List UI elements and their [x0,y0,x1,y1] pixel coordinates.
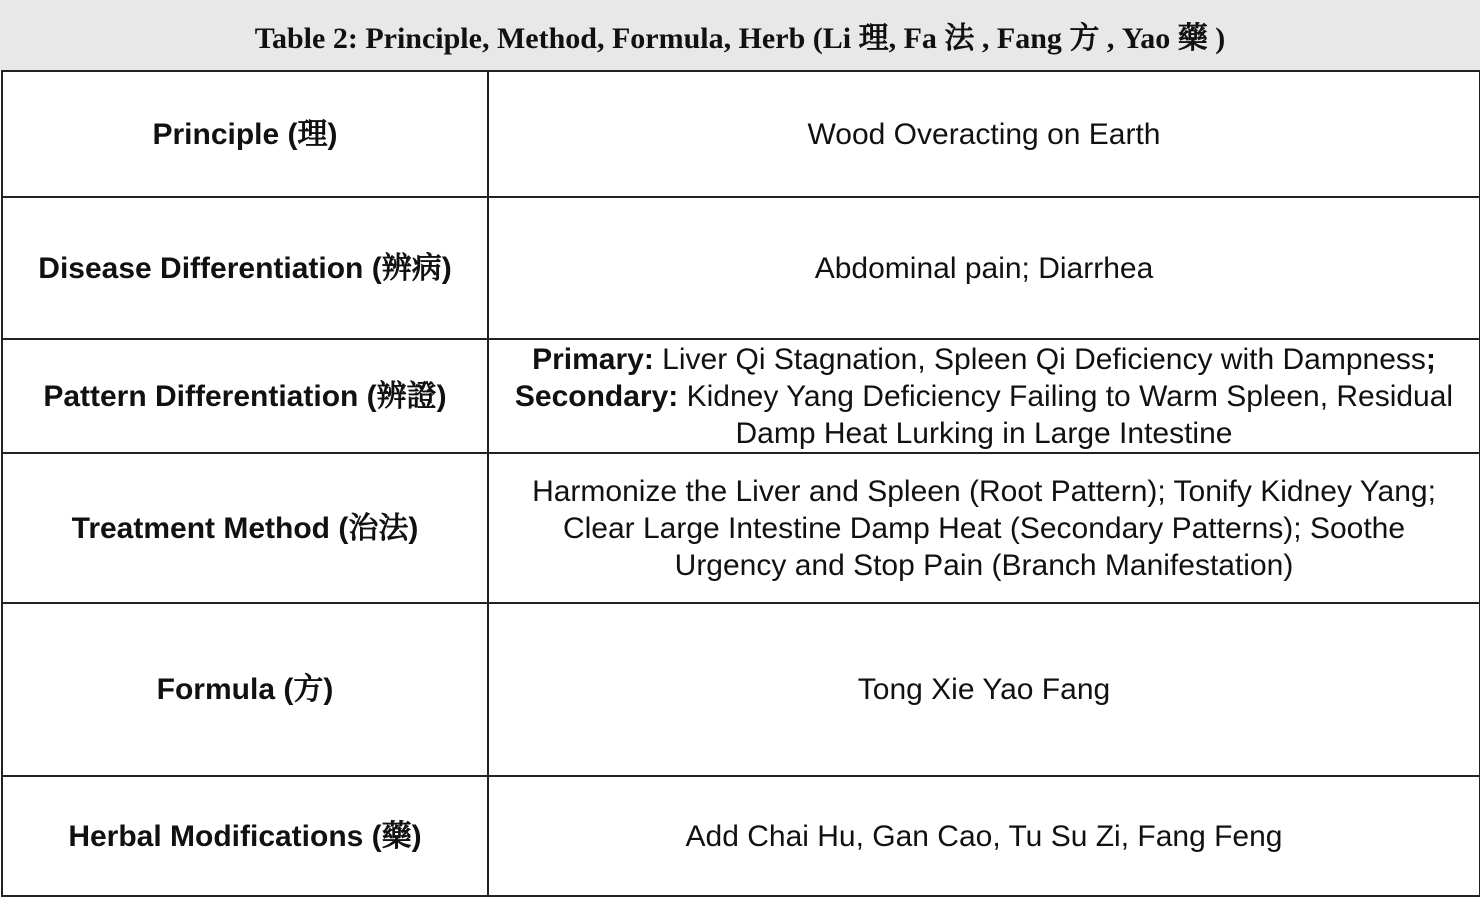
table-row-disease-differentiation [2,197,1480,339]
table-row-pattern-differentiation [2,339,1480,453]
row-label-treatment-method: Treatment Method (治法) [2,453,488,603]
row-label-disease-differentiation: Disease Differentiation (辨病) [2,197,488,339]
row-label-formula: Formula (方) [2,603,488,776]
table-row-herbal-modifications [2,776,1480,896]
row-value-formula: Tong Xie Yao Fang [488,603,1480,776]
table-caption: Table 2: Principle, Method, Formula, Herb (Li 理, Fa 法 , Fang 方 , Yao 藥 ) [0,0,1480,70]
row-label-pattern-differentiation: Pattern Differentiation (辨證) [2,339,488,453]
table-row-principle [2,71,1480,197]
row-value-pattern-differentiation [488,339,1480,453]
principle-method-formula-herb-table [1,70,1480,897]
table-row-formula [2,603,1480,776]
row-label-principle: Principle (理) [2,71,488,197]
secondary-text: Kidney Yang Deficiency Failing to Warm Spleen, Residual Damp Heat Lurking in Large Intestine [678,379,1454,450]
row-label-herbal-modifications: Herbal Modifications (藥) [2,776,488,896]
separator: ; [1425,342,1436,376]
primary-text: Liver Qi Stagnation, Spleen Qi Deficiency with Dampness [653,342,1426,376]
secondary-label: Secondary: [514,379,679,413]
table-row-treatment-method [2,453,1480,603]
row-value-principle: Wood Overacting on Earth [488,71,1480,197]
row-value-disease-differentiation: Abdominal pain; Diarrhea [488,197,1480,339]
primary-label: Primary: [532,342,654,376]
row-value-herbal-modifications: Add Chai Hu, Gan Cao, Tu Su Zi, Fang Feng [488,776,1480,896]
row-value-treatment-method: Harmonize the Liver and Spleen (Root Pattern); Tonify Kidney Yang; Clear Large Intestine Damp Heat (Secondary Patterns); Soothe Urgency and Stop Pain (Branch Manifestation) [488,453,1480,603]
